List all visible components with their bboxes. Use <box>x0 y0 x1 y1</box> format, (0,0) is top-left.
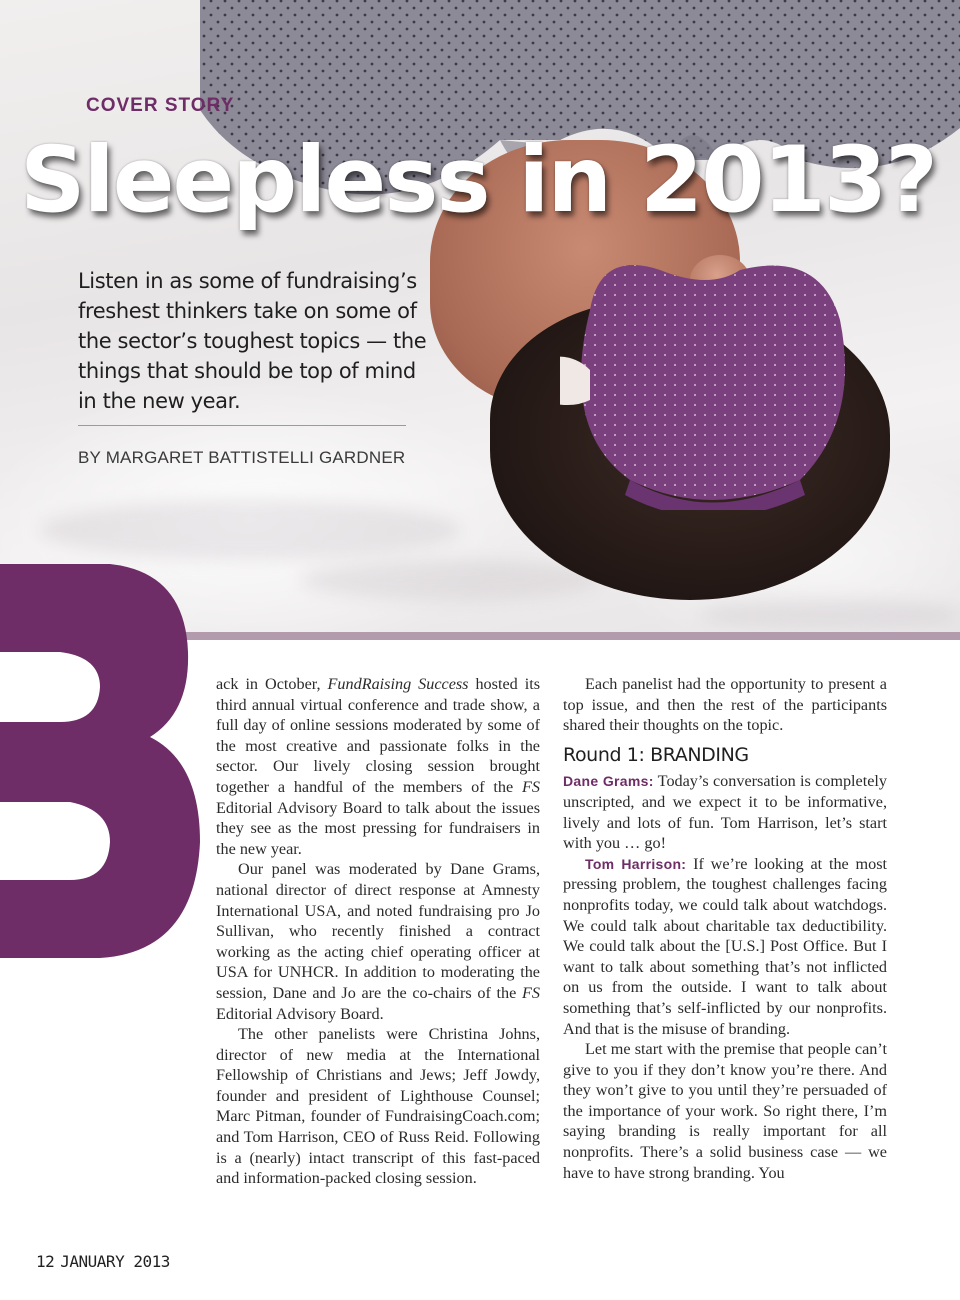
speaker-name: Dane Grams: <box>563 773 654 790</box>
paragraph: Dane Grams: Today’s conversation is completely unscripted, and we expect it to be informative, lively and lots of fun. Tom Harrison, let’s start with you … go! <box>563 772 887 853</box>
speaker-name: Tom Harrison: <box>585 855 687 872</box>
page-folio <box>36 1252 170 1271</box>
sheet-fold <box>700 600 960 630</box>
page-number: 12 <box>36 1252 55 1271</box>
body-column-left <box>216 674 540 1189</box>
sheet-fold <box>40 500 460 560</box>
divider <box>78 425 406 426</box>
round-heading: Round 1: BRANDING <box>563 743 749 766</box>
sheet-fold <box>300 560 600 600</box>
dek: Listen in as some of fundraising’s freshest thinkers take on some of the sector’s toughest topics — the things that should be top of mind in the new year. <box>78 269 427 413</box>
body-column-right <box>563 674 887 1183</box>
sleep-mask-illustration <box>560 250 860 510</box>
issue-date: JANUARY 2013 <box>60 1252 170 1271</box>
paragraph: Tom Harrison: If we’re looking at the most pressing problem, the toughest challenges facing nonprofits today, we could talk about watchdogs. We could talk about charitable tax deductibility. We could talk about the [U.S.] Post Office. But I want to talk about something that’s not inflicted on us from the outside. I want to talk about something that’s self-inflicted by our nonprofits. And that is the misuse of branding. <box>563 854 887 1038</box>
publication-name: FundRaising Success <box>327 675 469 693</box>
section-kicker: COVER STORY <box>86 95 235 116</box>
paragraph: The other panelists were Christina Johns, director of new media at the International Fellowship of Christians and Jews; Jeff Jowdy, founder and president of Lighthouse Counsel; Marc Pitman, founder of FundraisingCoach.com; and Tom Harrison, CEO of Russ Reid. Following is a (nearly) intact transcript of this fast-paced and information-packed closing session. <box>216 1025 540 1188</box>
paragraph: Our panel was moderated by Dane Grams, national director of direct response at Amnesty International USA, and noted fundraising pro Jo Sullivan, who recently finished a contract working as the acting chief operating officer at USA for UNHCR. In addition to moderating the session, Dane and Jo are the co-chairs of the FS Editorial Advisory Board. <box>216 860 540 1023</box>
paragraph: ack in October, FundRaising Success hosted its third annual virtual conference and trade show, a full day of online sessions moderated by some of the most creative and passionate folks in the sector. Our lively closing session brought together a handful of the members of the FS Editorial Advisory Board to talk about the issues they see as the most pressing for fundraisers in the new year. <box>216 675 540 858</box>
headline: Sleepless in 2013? <box>20 128 936 233</box>
drop-cap <box>0 562 200 960</box>
paragraph: Let me start with the premise that people can’t give to you if they don’t know you’re there. And they won’t give to you until they’re persuaded of the importance of your work. So right there, I’m saying branding is really important for all nonprofits. There’s a solid business case — we have to have strong branding. You <box>563 1040 887 1182</box>
paragraph: Each panelist had the opportunity to present a top issue, and then the rest of the participants shared their thoughts on the topic. <box>563 675 887 735</box>
hero-photo <box>0 0 960 632</box>
drop-cap-letter: B <box>0 562 1 563</box>
byline: BY MARGARET BATTISTELLI GARDNER <box>78 448 406 467</box>
